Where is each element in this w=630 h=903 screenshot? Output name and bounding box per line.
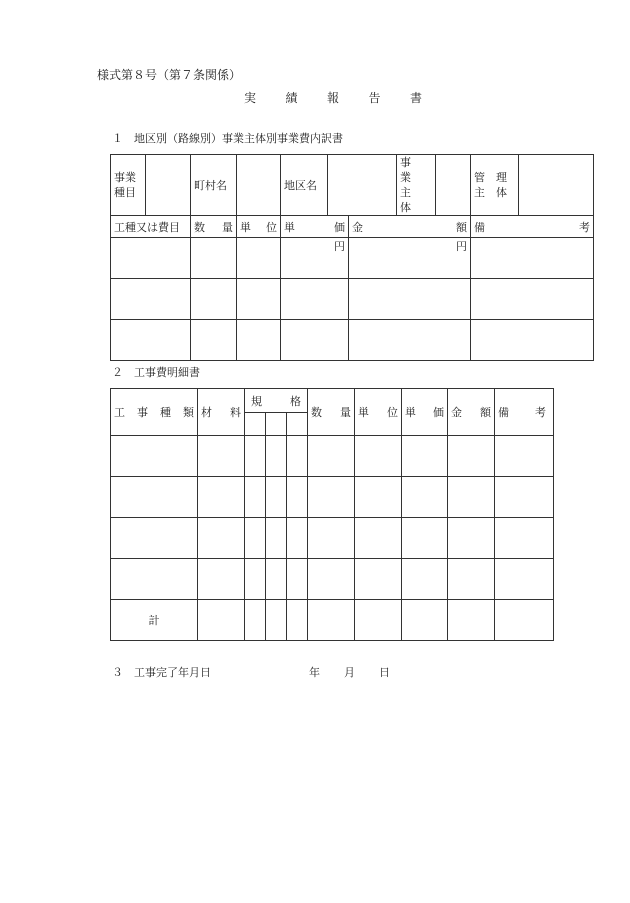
cell[interactable] [308, 559, 355, 600]
project-type-value[interactable] [146, 155, 191, 216]
cell[interactable] [266, 518, 287, 559]
cell[interactable] [349, 320, 471, 361]
cell[interactable] [266, 477, 287, 518]
cell[interactable] [495, 600, 554, 641]
header-unit-price: 単 価 [402, 389, 448, 436]
cell[interactable] [237, 238, 281, 279]
header-amount: 金 額 [349, 216, 471, 238]
table-row [111, 238, 594, 279]
header-quantity: 数 量 [308, 389, 355, 436]
entity-label: 事 業 主 体 [397, 155, 436, 216]
cell[interactable] [111, 279, 191, 320]
title-char: 実 [244, 91, 257, 105]
cell[interactable] [237, 320, 281, 361]
title-char: 報 [326, 91, 339, 105]
header-unit: 単 位 [237, 216, 281, 238]
cell[interactable] [495, 436, 554, 477]
cell[interactable] [355, 436, 402, 477]
table-row [111, 559, 554, 600]
cell[interactable] [495, 559, 554, 600]
section2-table [110, 388, 554, 641]
cell[interactable] [471, 320, 594, 361]
header-remarks: 備 考 [471, 216, 594, 238]
cell[interactable] [355, 518, 402, 559]
title-char: 書 [409, 91, 422, 105]
cell[interactable] [448, 436, 495, 477]
cell[interactable] [198, 559, 245, 600]
cell[interactable] [237, 279, 281, 320]
document-title [244, 89, 422, 106]
cell[interactable] [111, 238, 191, 279]
cell[interactable] [355, 600, 402, 641]
project-type-label: 事業 種目 [111, 155, 146, 216]
section1-table [110, 154, 594, 361]
cell[interactable] [308, 477, 355, 518]
completion-day-label: 日 [379, 666, 390, 679]
cell[interactable] [402, 600, 448, 641]
cell[interactable] [402, 477, 448, 518]
cell[interactable] [266, 600, 287, 641]
total-row [111, 600, 554, 641]
section1-heading: １ 地区別（路線別）事業主体別事業費内訳書 [112, 132, 343, 145]
cell[interactable] [191, 320, 237, 361]
cell[interactable] [111, 320, 191, 361]
table-row [111, 320, 594, 361]
completion-month-label: 月 [344, 666, 355, 679]
header-unit: 単 位 [355, 389, 402, 436]
cell[interactable] [287, 518, 308, 559]
cell[interactable] [191, 238, 237, 279]
town-label: 町村名 [191, 155, 237, 216]
form-number: 様式第８号（第７条関係） [97, 68, 242, 82]
cell[interactable] [355, 477, 402, 518]
cell[interactable] [198, 600, 245, 641]
cell[interactable] [245, 436, 266, 477]
unit-price-yen-cell[interactable]: 円 [281, 238, 349, 279]
header-work-type: 工 事 種 類 [111, 389, 198, 436]
cell[interactable] [402, 436, 448, 477]
cell[interactable] [471, 279, 594, 320]
cell[interactable] [402, 518, 448, 559]
total-label: 計 [111, 600, 198, 641]
cell[interactable] [448, 600, 495, 641]
manager-value[interactable] [519, 155, 594, 216]
cell[interactable] [245, 600, 266, 641]
cell[interactable] [448, 518, 495, 559]
cell[interactable] [245, 477, 266, 518]
cell[interactable] [111, 559, 198, 600]
cell[interactable] [287, 477, 308, 518]
table-row [111, 518, 554, 559]
cell[interactable] [198, 518, 245, 559]
entity-value[interactable] [436, 155, 471, 216]
cell[interactable] [287, 600, 308, 641]
header-spec: 規 格 [245, 389, 308, 413]
cell[interactable] [111, 477, 198, 518]
cell[interactable] [448, 559, 495, 600]
spec-subcell[interactable] [245, 413, 266, 436]
cell[interactable] [191, 279, 237, 320]
cell[interactable] [308, 436, 355, 477]
manager-label: 管 理 主 体 [471, 155, 519, 216]
cell[interactable] [198, 436, 245, 477]
cell[interactable] [281, 279, 349, 320]
cell[interactable] [287, 436, 308, 477]
table-row [111, 436, 554, 477]
header-unit-price: 単 価 [281, 216, 349, 238]
cell[interactable] [281, 320, 349, 361]
cell[interactable] [495, 518, 554, 559]
section2-heading: ２ 工事費明細書 [112, 366, 200, 379]
cell[interactable] [198, 477, 245, 518]
cell[interactable] [111, 436, 198, 477]
title-char: 告 [368, 91, 381, 105]
cell[interactable] [266, 559, 287, 600]
cell[interactable] [287, 559, 308, 600]
amount-yen-cell[interactable]: 円 [349, 238, 471, 279]
town-value[interactable] [237, 155, 281, 216]
cell[interactable] [349, 279, 471, 320]
cell[interactable] [308, 600, 355, 641]
header-amount: 金 額 [448, 389, 495, 436]
table-row [111, 279, 594, 320]
cell[interactable] [245, 559, 266, 600]
cell[interactable] [245, 518, 266, 559]
cell[interactable] [402, 559, 448, 600]
cell[interactable] [111, 518, 198, 559]
cell[interactable] [266, 436, 287, 477]
completion-year-label: 年 [309, 666, 320, 679]
section3-heading: ３ 工事完了年月日 [112, 666, 211, 679]
cell[interactable] [495, 477, 554, 518]
cell[interactable] [355, 559, 402, 600]
header-remarks: 備 考 [495, 389, 554, 436]
district-value[interactable] [328, 155, 397, 216]
header-material: 材 料 [198, 389, 245, 436]
header-quantity: 数 量 [191, 216, 237, 238]
table-row [111, 477, 554, 518]
header-work-type: 工種又は費目 [111, 216, 191, 238]
title-char: 績 [285, 91, 298, 105]
cell[interactable] [448, 477, 495, 518]
cell[interactable] [308, 518, 355, 559]
cell[interactable] [471, 238, 594, 279]
spec-subcell[interactable] [266, 413, 287, 436]
district-label: 地区名 [281, 155, 328, 216]
spec-subcell[interactable] [287, 413, 308, 436]
